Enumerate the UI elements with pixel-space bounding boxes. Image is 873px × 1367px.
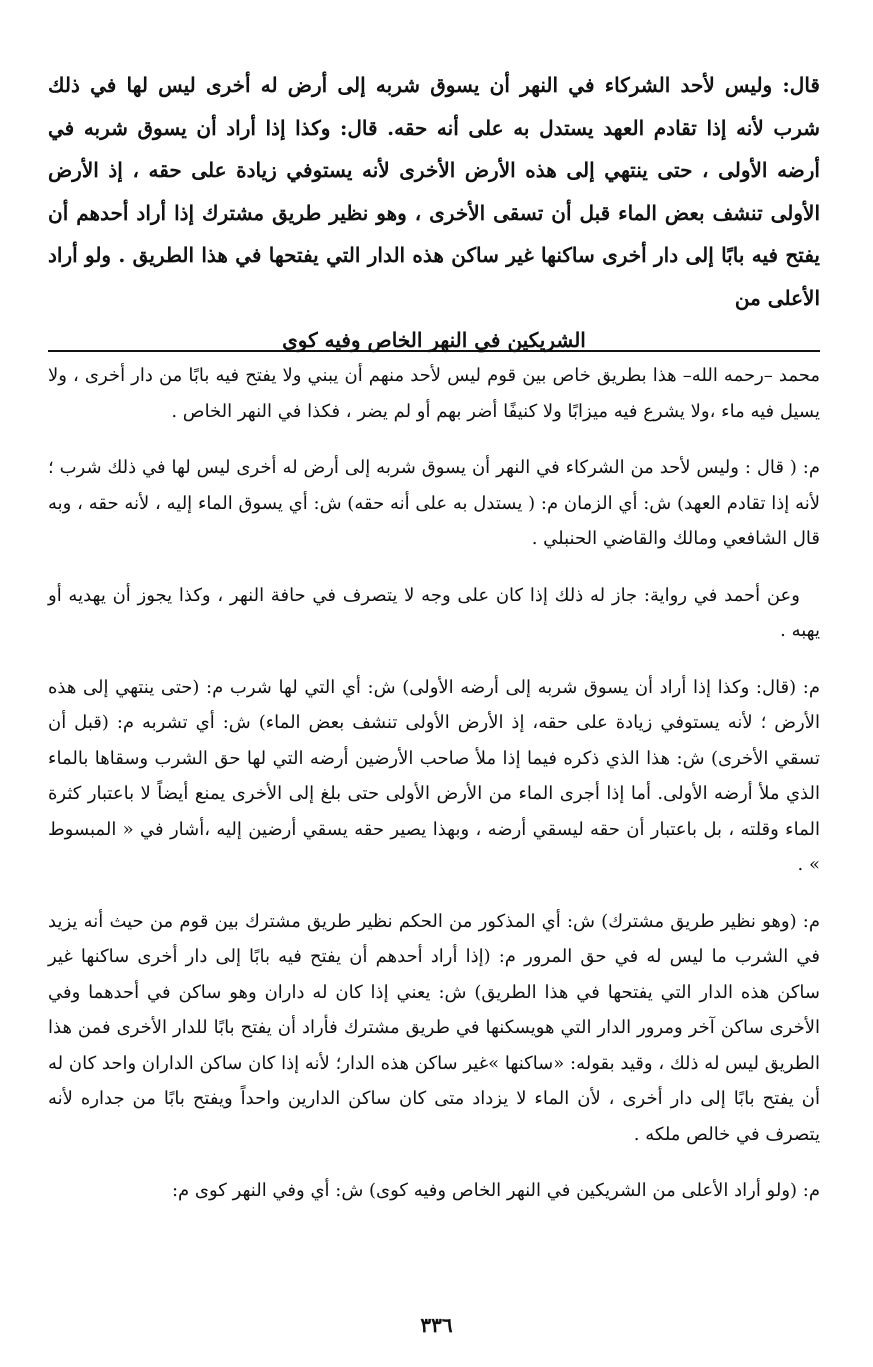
page-number: ٣٣٦ <box>420 1313 453 1337</box>
matn-last-line: الشريكين في النهر الخاص وفيه كوى <box>282 328 586 352</box>
separator-rule <box>48 350 820 352</box>
commentary-paragraph-1: محمد –رحمه الله– هذا بطريق خاص بين قوم ليس لأحد منهم أن يبني ولا يفتح فيه بابًا من دار أخرى ، ولا يسيل فيه ماء ،ولا يشرع فيه ميزابًا ولا كنيفًا أضر بهم أو لم يضر ، فكذا في النهر الخاص . <box>48 365 820 422</box>
matn-paragraph: قال: وليس لأحد الشركاء في النهر أن يسوق شربه إلى أرض له أخرى ليس لها في ذلك شرب لأنه إذا تقادم العهد يستدل به على أنه حقه. قال: وكذا إذا أراد أن يسوق شربه في أرضه الأولى ، حتى ينتهي إلى هذه الأرض الأخرى لأنه يستوفي زيادة على حقه ، إذ الأرض الأولى تنشف بعض الماء قبل أن تسقى الأخرى ، وهو نظير طريق مشترك إذا أراد أحدهم أن يفتح فيه بابًا إلى دار أخرى ساكنها غير ساكن هذه الدار التي يفتحها في هذا الطريق . ولو أراد الأعلى من <box>48 73 820 310</box>
commentary-paragraph-2: م: ( قال : وليس لأحد من الشركاء في النهر أن يسوق شربه إلى أرض له أخرى ليس لها في ذلك شرب ؛ لأنه إذا تقادم العهد) ش: أي الزمان م: ( يستدل به على أنه حقه) ش: أي يسوق الماء إليه ، لأنه حقه ، وبه قال الشافعي ومالك والقاضي الحنبلي . <box>48 457 820 549</box>
commentary-paragraph-3: وعن أحمد في رواية: جاز له ذلك إذا كان على وجه لا يتصرف في حافة النهر ، وكذا يجوز أن يهديه أو يهبه . <box>48 584 820 641</box>
commentary-paragraph-4: م: (قال: وكذا إذا أراد أن يسوق شربه إلى أرضه الأولى) ش: أي التي لها شرب م: (حتى ينتهي إلى هذه الأرض ؛ لأنه يستوفي زيادة على حقه، إذ الأرض الأولى تنشف بعض الماء) ش: أي تشربه م: (قبل أن تسقي الأخرى) ش: هذا الذي ذكره فيما إذا ملأ صاحب الأرضين أرضه التي لها حق الشرب وسقاها بالماء الذي ملأ أرضه الأولى. أما إذا أجرى الماء من الأرض الأولى حتى بلغ إلى الأخرى يمنع أيضاً لا باعتبار كثرة الماء وقلته ، بل باعتبار أن حقه ليسقي أرضه ، وبهذا يصير حقه يسقي أرضين إليه ،أشار في « المبسوط » . <box>48 676 820 875</box>
commentary-paragraph-5: م: (وهو نظير طريق مشترك) ش: أي المذكور من الحكم نظير طريق مشترك بين قوم من حيث أنه يزيد في الشرب ما ليس له في حق المرور م: (إذا أراد أحدهم أن يفتح فيه بابًا إلى دار أخرى ساكنها غير ساكن هذه الدار التي يفتحها في هذا الطريق) ش: يعني إذا كان له داران وهو ساكن في أحدهما وفي الأخرى ساكن آخر ومرور الدار التي هويسكنها في طريق مشترك فأراد أن يفتح بابًا للدار الأخرى فمن هذا الطريق ليس له ذلك ، وقيد بقوله: «ساكنها »غير ساكن هذه الدار؛ لأنه إذا كان ساكن الداران واحد كان له أن يفتح بابًا إلى دار أخرى ، لأن الماء لا يزداد متى كان ساكن الدارين واحداً ويفتح بابًا من جداره لأنه يتصرف في خالص ملكه . <box>48 910 821 1145</box>
commentary-block <box>48 358 820 1230</box>
commentary-paragraph-6: م: (ولو أراد الأعلى من الشريكين في النهر الخاص وفيه كوى) ش: أي وفي النهر كوى م: <box>171 1180 820 1201</box>
matn-block <box>48 64 820 362</box>
